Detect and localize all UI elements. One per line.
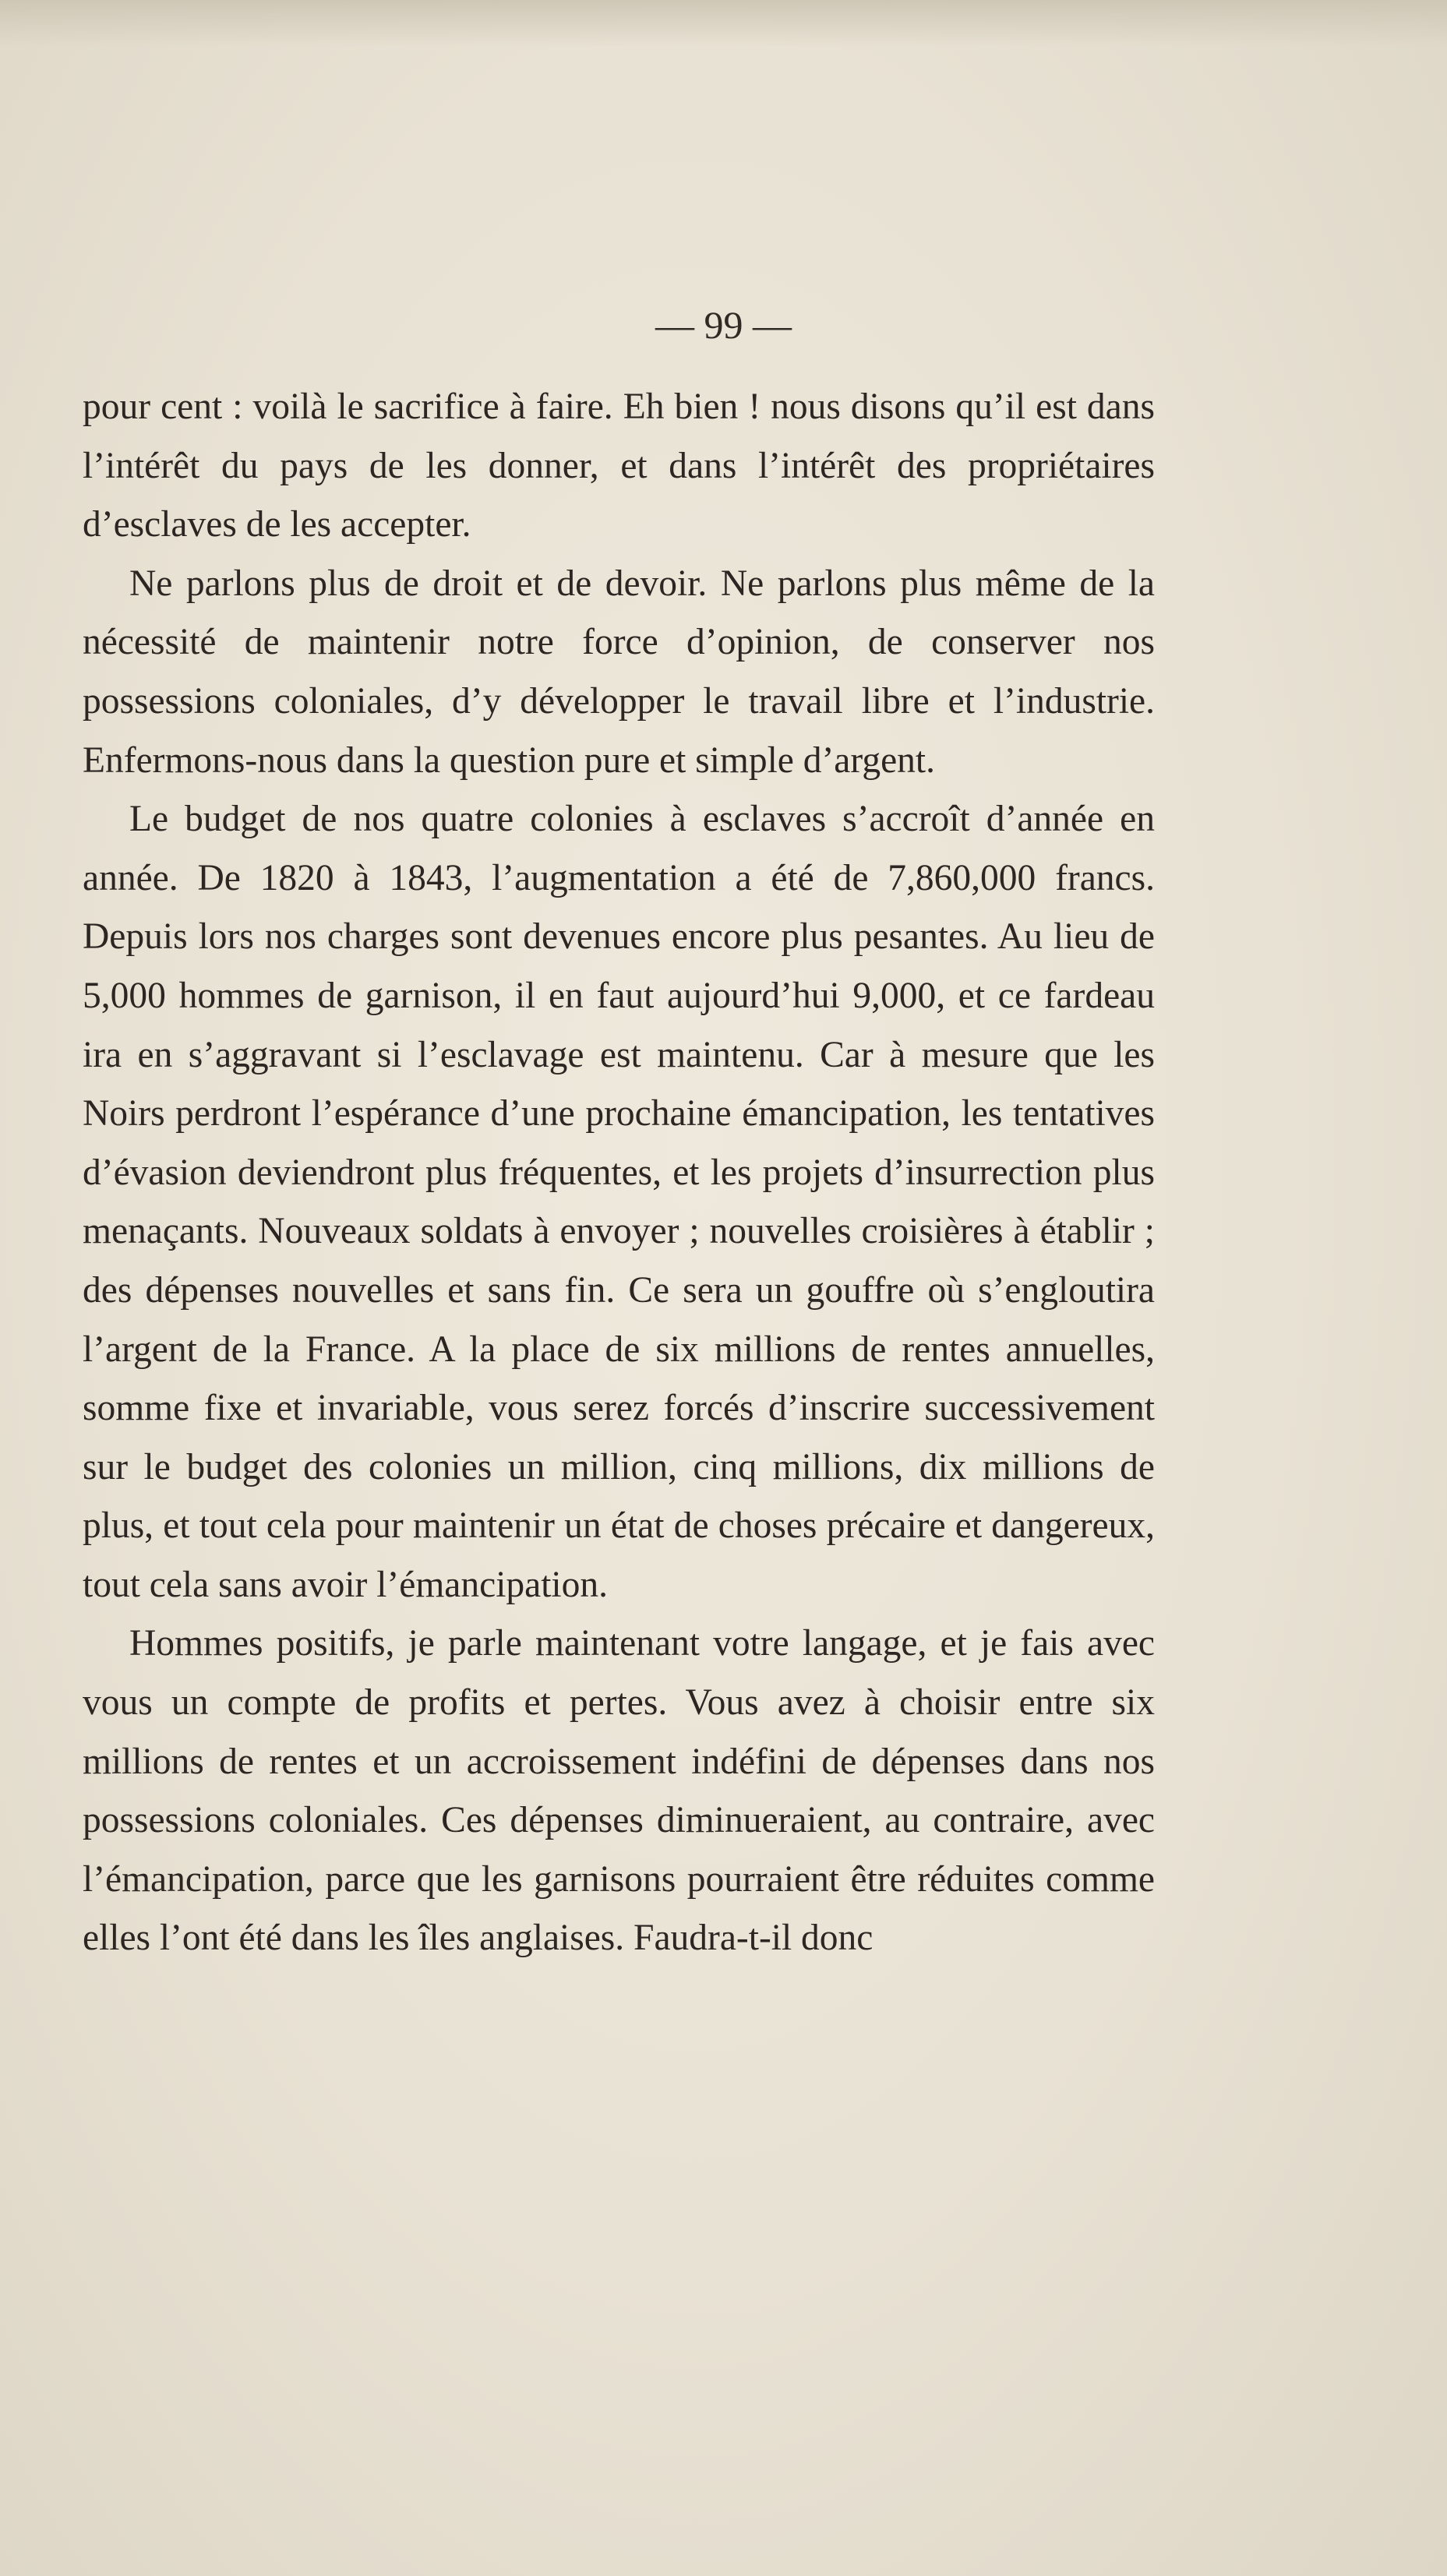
paragraph-1: pour cent : voilà le sacrifice à faire. Eh bien ! nous disons qu’il est dans l’intérêt du pays de les donner, et dans l’intérêt des propriétaires d’esclaves de les accepter. <box>83 386 1155 545</box>
page-number: — 99 — <box>655 303 792 347</box>
page-body <box>83 378 1155 1968</box>
page-edge-shadow <box>0 0 1447 47</box>
paragraph-3: Le budget de nos quatre colonies à esclaves s’accroît d’année en année. De 1820 à 1843, l’augmentation a été de 7,860,000 francs. Depuis lors nos charges sont devenues encore plus pesantes. Au lieu de 5,000 hommes de garnison, il en faut aujourd’hui 9,000, et ce fardeau ira en s’aggravant si l’esclavage est maintenu. Car à mesure que les Noirs perdront l’espérance d’une prochaine émancipation, les tentatives d’évasion deviendront plus fréquentes, et les projets d’insurrection plus menaçants. Nouveaux soldats à envoyer ; nouvelles croisières à établir ; des dépenses nouvelles et sans fin. Ce sera un gouffre où s’engloutira l’argent de la France. A la place de six millions de rentes annuelles, somme fixe et invariable, vous serez forcés d’inscrire successivement sur le budget des colonies un million, cinq millions, dix millions de plus, et tout cela pour maintenir un état de choses précaire et dangereux, tout cela sans avoir l’émancipation. <box>83 799 1155 1605</box>
paragraph-2: Ne parlons plus de droit et de devoir. Ne parlons plus même de la nécessité de maintenir notre force d’opinion, de conserver nos possessions coloniales, d’y développer le travail libre et l’industrie. Enfermons-nous dans la question pure et simple d’argent. <box>83 563 1155 781</box>
paragraph-4: Hommes positifs, je parle maintenant votre langage, et je fais avec vous un compte de profits et pertes. Vous avez à choisir entre six millions de rentes et un accroissement indéfini de dépenses dans nos possessions coloniales. Ces dépenses diminueraient, au contraire, avec l’émancipation, parce que les garnisons pourraient être réduites comme elles l’ont été dans les îles anglaises. Faudra-t-il donc <box>83 1623 1155 1959</box>
